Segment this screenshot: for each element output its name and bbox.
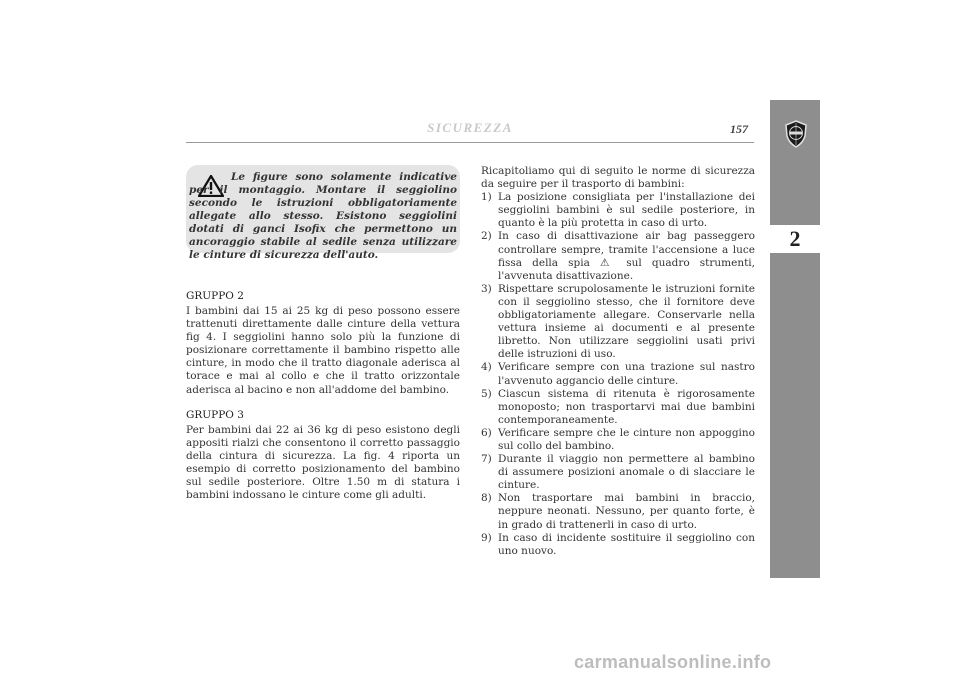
rule-item: 7) Durante il viaggio non permettere al bambino di assumere posizioni anomale o di slacciare le cinture.: [481, 453, 755, 492]
rule-item: 1) La posizione consigliata per l'installazione dei seggiolini bambini è sul sedile posteriore, in quanto è la più protetta in caso di urto.: [481, 191, 755, 230]
group3-heading: GRUPPO 3: [186, 409, 244, 421]
rule-item: 5) Ciascun sistema di ritenuta è rigorosamente monoposto; non trasportarvi mai due bambini contemporaneamente.: [481, 387, 755, 426]
lancia-emblem-icon: [784, 120, 808, 148]
group2-text: I bambini dai 15 ai 25 kg di peso possono essere trattenuti direttamente dalle cinture della vettura fig 4. I seggiolini hanno solo più la funzione di posizionare correttamente il bambino rispetto alle cinture, in modo che il tratto diagonale aderisca al torace e mai al collo e che il tratto orizzontale aderisca al bacino e non all'addome del bambino.: [186, 305, 460, 396]
rule-item: 6) Verificare sempre che le cinture non appoggino sul collo del bambino.: [481, 426, 755, 452]
warning-text: Le figure sono solamente indicative per il montaggio. Montare il seggiolino secondo le istruzioni obbligatoriamente allegate allo stesso. Esistono seggiolini dotati di ganci Isofix che permettono un ancoraggio stabile al sedile senza utilizzare le cinture di sicurezza dell'auto.: [189, 171, 457, 261]
rule-item: 3) Rispettare scrupolosamente le istruzioni fornite con il seggiolino stesso, che il fornitore deve obbligatoriamente allegare. Conservarle nella vettura insieme ai documenti e al presente libretto. Non utilizzare seggiolini usati privi delle istruzioni di uso.: [481, 282, 755, 361]
safety-rules-column: [481, 165, 755, 558]
rule-item: 4) Verificare sempre con una trazione sul nastro l'avvenuto aggancio delle cinture.: [481, 361, 755, 387]
chapter-number: 2: [789, 226, 801, 251]
safety-rules-list: [481, 191, 755, 558]
group2-heading: GRUPPO 2: [186, 290, 244, 302]
section-title: SICUREZZA: [427, 120, 513, 135]
rule-item: 2) In caso di disattivazione air bag passeggero controllare sempre, tramite l'accensione a luce fissa della spia ⚠ sul quadro strumenti, l'avvenuta disattivazione.: [481, 230, 755, 282]
site-watermark: carmanualsonline.info: [574, 652, 772, 672]
page-number: 157: [730, 122, 748, 136]
rule-item: 8) Non trasportare mai bambini in braccio, neppure neonati. Nessuno, per quanto forte, è in grado di trattenerli in caso di urto.: [481, 492, 755, 531]
header-divider: [186, 142, 754, 143]
group3-text: Per bambini dai 22 ai 36 kg di peso esistono degli appositi rialzi che consentono il corretto passaggio della cintura di sicurezza. La fig. 4 riporta un esempio di corretto posizionamento del bambino sul sedile posteriore. Oltre 1.50 m di statura i bambini indossano le cinture come gli adulti.: [186, 424, 460, 502]
rules-intro: Ricapitoliamo qui di seguito le norme di sicurezza da seguire per il trasporto di bambini:: [481, 165, 755, 191]
rule-item: 9) In caso di incidente sostituire il seggiolino con uno nuovo.: [481, 531, 755, 557]
warning-note: [186, 165, 460, 261]
chapter-side-tab: [770, 100, 820, 578]
